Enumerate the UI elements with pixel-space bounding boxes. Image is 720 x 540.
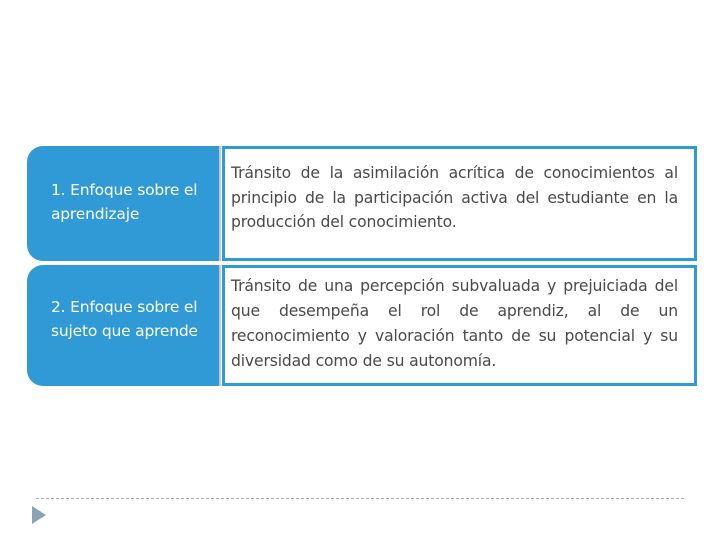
row-label-tab: [27, 265, 219, 386]
row-label: 1. Enfoque sobre el aprendizaje: [51, 180, 198, 223]
footer-dashed-rule: [36, 498, 684, 499]
column-divider: [219, 265, 221, 386]
table-row: [27, 265, 699, 386]
table-row: [27, 146, 699, 261]
row-description: Tránsito de la asimilación acrítica de conocimientos al principio de la participación activa del estudiante en la producción del conocimiento.: [231, 164, 678, 231]
row-label-tab: [27, 146, 219, 261]
row-description: Tránsito de una percepción subvaluada y prejuiciada del que desempeña el rol de aprendiz, al de un reconocimiento y valoración tanto de su potencial y su diversidad como de su autonomía.: [231, 277, 678, 370]
comparison-table: [27, 146, 699, 386]
row-description-box: [222, 146, 697, 261]
row-description-box: [222, 265, 697, 386]
triangle-bullet-icon: [32, 506, 46, 524]
column-divider: [219, 146, 221, 261]
row-label: 2. Enfoque sobre el sujeto que aprende: [51, 297, 198, 340]
